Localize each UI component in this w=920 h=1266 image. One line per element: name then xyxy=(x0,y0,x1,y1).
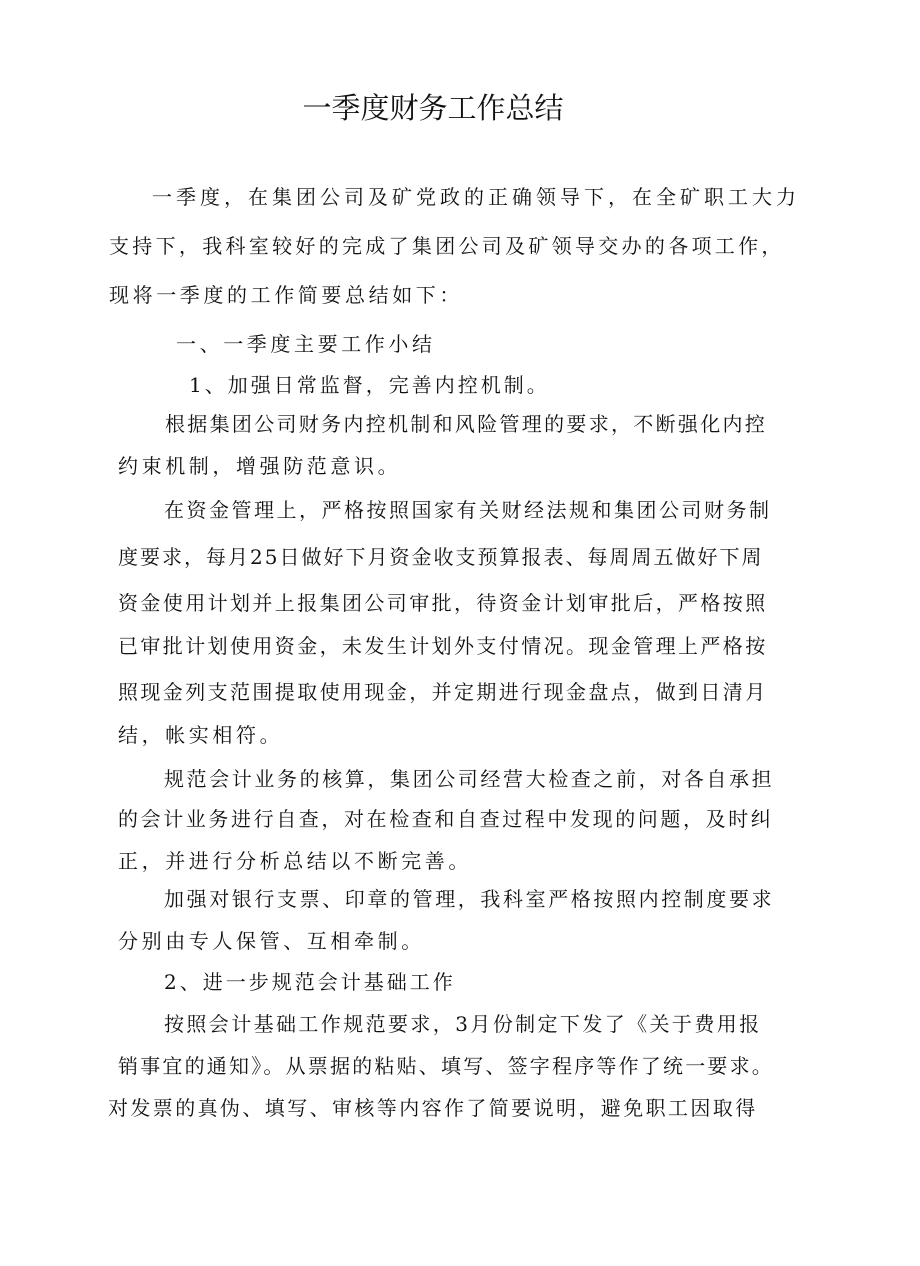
paragraph-line: 在资金管理上，严格按照国家有关财经法规和集团公司财务制 xyxy=(164,498,772,522)
paragraph-line: 照现金列支范围提取使用现金，并定期进行现金盘点，做到日清月 xyxy=(118,680,768,704)
paragraph-line: 资金使用计划并上报集团公司审批，待资金计划审批后，严格按照 xyxy=(118,591,768,615)
paragraph-line: 结，帐实相符。 xyxy=(118,723,284,747)
paragraph-line: 支持下，我科室较好的完成了集团公司及矿领导交办的各项工作， xyxy=(109,234,785,258)
subsection-heading: 2、进一步规范会计基础工作 xyxy=(164,970,456,994)
paragraph-line: 根据集团公司财务内控机制和风险管理的要求，不断强化内控 xyxy=(165,412,768,436)
paragraph-line: 按照会计基础工作规范要求，3月份制定下发了《关于费用报 xyxy=(164,1012,762,1036)
paragraph-line: 加强对银行支票、印章的管理，我科室严格按照内控制度要求 xyxy=(164,887,775,911)
paragraph-line: 规范会计业务的核算，集团公司经营大检查之前，对各自承担 xyxy=(164,767,775,791)
paragraph-line: 对发票的真伪、填写、审核等内容作了简要说明，避免职工因取得 xyxy=(108,1096,758,1120)
paragraph-line: 度要求，每月25日做好下月资金收支预算报表、每周周五做好下周 xyxy=(118,545,764,569)
subsection-heading: 1、加强日常监督，完善内控机制。 xyxy=(189,373,550,397)
paragraph-line: 分别由专人保管、互相牵制。 xyxy=(118,929,425,953)
paragraph-line: 一季度，在集团公司及矿党政的正确领导下，在全矿职工大力 xyxy=(152,185,800,209)
paragraph-line: 销事宜的通知》。从票据的粘贴、填写、签字程序等作了统一要求。 xyxy=(118,1054,774,1078)
paragraph-line: 约束机制，增强防范意识。 xyxy=(118,454,402,478)
section-heading: 一、一季度主要工作小结 xyxy=(176,332,436,356)
paragraph-line: 现将一季度的工作简要总结如下： xyxy=(109,283,463,307)
paragraph-line: 的会计业务进行自查，对在检查和自查过程中发现的问题，及时纠 xyxy=(118,807,774,831)
document-title: 一季度财务工作总结 xyxy=(302,91,564,125)
paragraph-line: 正，并进行分析总结以不断完善。 xyxy=(118,849,472,873)
paragraph-line: 已审批计划使用资金，未发生计划外支付情况。现金管理上严格按 xyxy=(118,634,768,658)
